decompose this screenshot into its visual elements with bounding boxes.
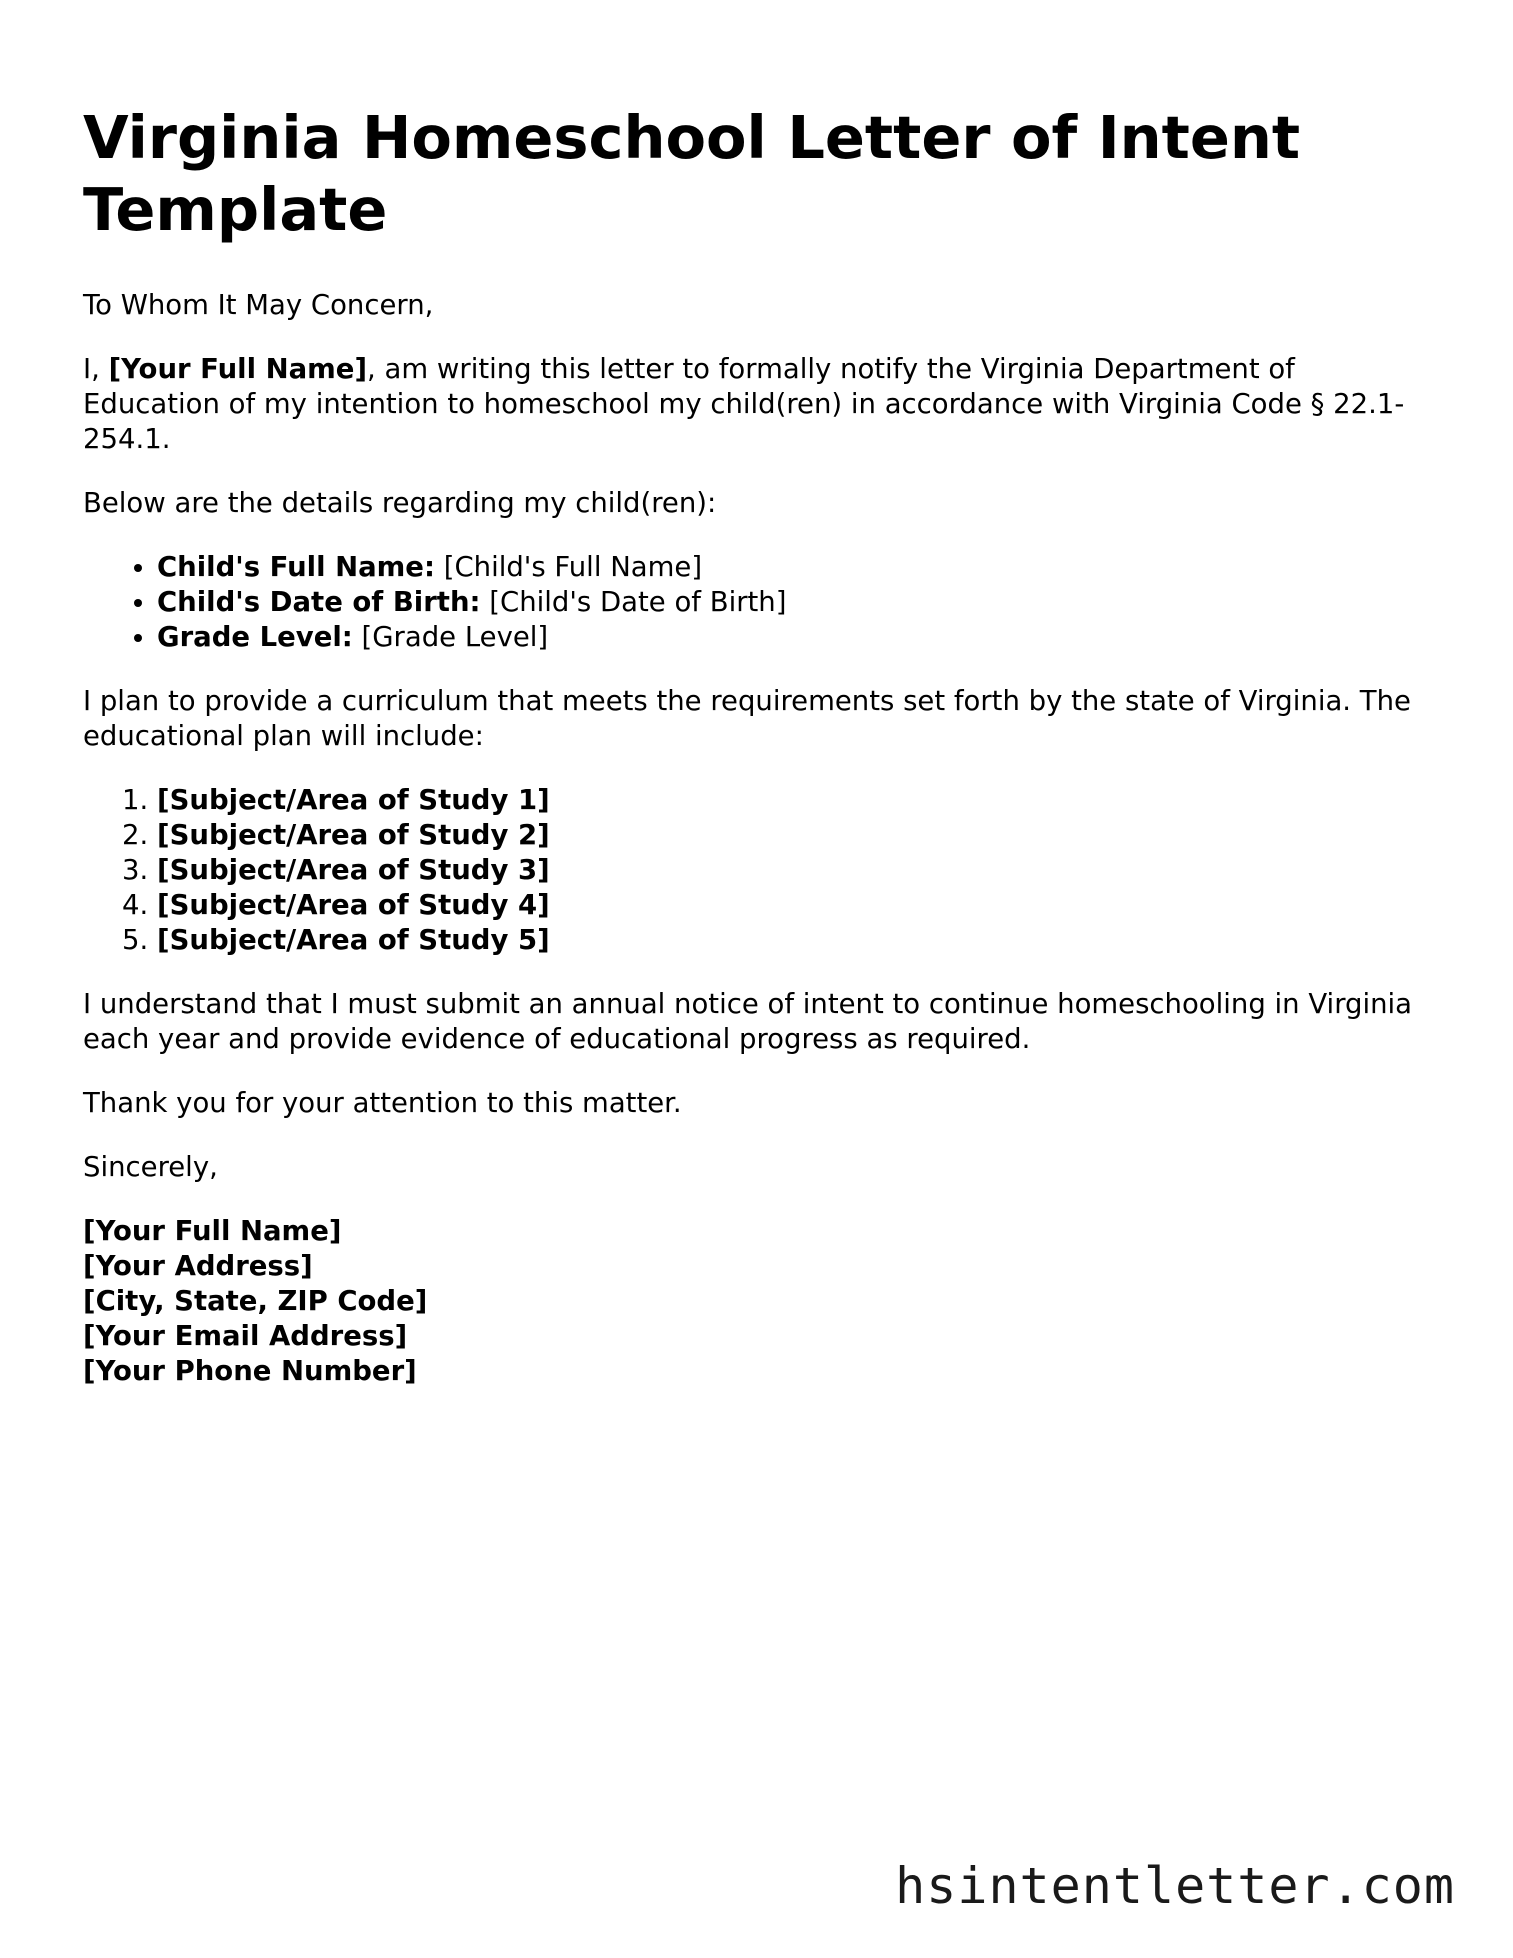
signature-email: [Your Email Address] [83, 1320, 408, 1352]
footer-watermark-url: hsintentletter.com [895, 1857, 1455, 1915]
intro-prefix: I, [83, 353, 109, 385]
intro-paragraph [83, 352, 1428, 457]
detail-value: [Grade Level] [352, 621, 549, 653]
salutation: To Whom It May Concern, [83, 289, 434, 321]
subjects-list [83, 783, 1428, 958]
list-item [157, 853, 1428, 888]
thanks-paragraph: Thank you for your attention to this matter. [83, 1087, 682, 1119]
detail-label: Child's Full Name: [157, 551, 435, 583]
letter-document [83, 102, 1428, 1389]
subject-item: [Subject/Area of Study 4] [157, 889, 550, 921]
detail-label: Child's Date of Birth: [157, 586, 481, 618]
signature-address: [Your Address] [83, 1250, 313, 1282]
list-item [157, 620, 1428, 655]
signature-name: [Your Full Name] [83, 1215, 342, 1247]
child-details-list [83, 550, 1428, 655]
document-title: Virginia Homeschool Letter of Intent Template [83, 103, 1301, 244]
subject-item: [Subject/Area of Study 5] [157, 924, 550, 956]
subject-item: [Subject/Area of Study 1] [157, 784, 550, 816]
list-item [157, 585, 1428, 620]
list-item [157, 783, 1428, 818]
intro-name-placeholder: [Your Full Name] [108, 353, 368, 385]
detail-label: Grade Level: [157, 621, 353, 653]
subject-item: [Subject/Area of Study 2] [157, 819, 550, 851]
closing: Sincerely, [83, 1151, 218, 1183]
list-item [157, 818, 1428, 853]
annual-notice-paragraph: I understand that I must submit an annual notice of intent to continue homeschooling in Virginia each year and provide evidence of educational progress as required. [83, 988, 1413, 1055]
curriculum-intro: I plan to provide a curriculum that meets the requirements set forth by the state of Virginia. The educational plan will include: [83, 685, 1411, 752]
signature-phone: [Your Phone Number] [83, 1355, 417, 1387]
detail-value: [Child's Full Name] [434, 551, 703, 583]
list-item [157, 550, 1428, 585]
subject-item: [Subject/Area of Study 3] [157, 854, 550, 886]
list-item [157, 923, 1428, 958]
detail-value: [Child's Date of Birth] [480, 586, 787, 618]
list-item [157, 888, 1428, 923]
details-intro: Below are the details regarding my child(ren): [83, 487, 717, 519]
intro-suffix: , am writing this letter to formally notify the Virginia Department of Education of my intention to homeschool my child(ren) in accordance with Virginia Code § 22.1-254.1. [83, 353, 1405, 455]
signature-block [83, 1214, 1428, 1389]
signature-city-state-zip: [City, State, ZIP Code] [83, 1285, 428, 1317]
